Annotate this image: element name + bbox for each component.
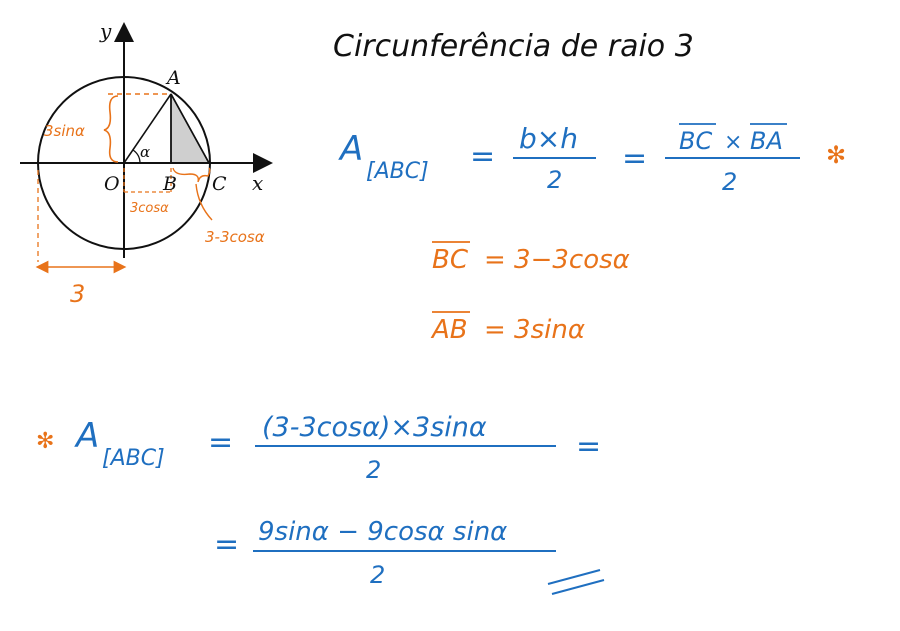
numerator: 9sinα − 9cosα sinα <box>258 517 508 547</box>
denominator: 2 <box>547 166 563 194</box>
final-answer-underline <box>548 570 604 594</box>
segment-bc-term: BC <box>679 127 713 155</box>
bc-brace-leader <box>196 184 212 220</box>
denominator: 2 <box>370 561 386 589</box>
star-marker: ✻ <box>36 429 55 454</box>
area-symbol: A <box>340 129 364 169</box>
sin-label: 3sinα <box>44 122 85 140</box>
denominator: 2 <box>722 168 738 196</box>
area-subscript: [ABC] <box>102 446 165 471</box>
denominator: 2 <box>366 456 382 484</box>
bc-length-label: 3-3cosα <box>205 228 265 246</box>
sin-brace <box>104 96 118 162</box>
point-c-label: C <box>212 173 227 195</box>
area-formula-2 <box>36 412 601 484</box>
ab-equation-lhs: AB <box>432 315 468 345</box>
point-b-label: B <box>163 173 177 195</box>
area-formula-3 <box>214 517 604 594</box>
equals-sign: = <box>576 429 602 464</box>
segment-ba-term: BA <box>750 127 783 155</box>
angle-arc <box>133 150 140 163</box>
area-subscript: [ABC] <box>366 159 429 184</box>
radius-label: 3 <box>70 280 86 308</box>
segment-equations <box>430 242 630 345</box>
origin-label: O <box>104 173 120 195</box>
unit-circle-figure <box>20 19 265 308</box>
angle-label: α <box>140 143 151 161</box>
equals-sign: = <box>208 425 234 460</box>
axis-x-label: x <box>252 171 264 195</box>
equals-sign: = <box>470 139 496 174</box>
base-height-numerator: b×h <box>519 122 578 155</box>
times-sign: × <box>724 130 743 155</box>
area-symbol: A <box>76 416 100 456</box>
ab-equation-rhs: = 3sinα <box>484 315 585 345</box>
axis-y-label: y <box>100 19 112 43</box>
equals-sign: = <box>214 527 240 562</box>
bc-equation-rhs: = 3−3cosα <box>484 245 630 275</box>
bc-equation-lhs: BC <box>432 245 468 275</box>
bc-brace <box>173 168 210 182</box>
page-title: Circunferência de raio 3 <box>333 29 694 64</box>
star-marker: ✻ <box>826 141 847 169</box>
point-a-label: A <box>167 67 181 89</box>
numerator: (3-3cosα)×3sinα <box>262 412 487 443</box>
cos-label: 3cosα <box>130 201 169 216</box>
area-formula-1 <box>338 122 846 196</box>
equals-sign: = <box>622 141 648 176</box>
